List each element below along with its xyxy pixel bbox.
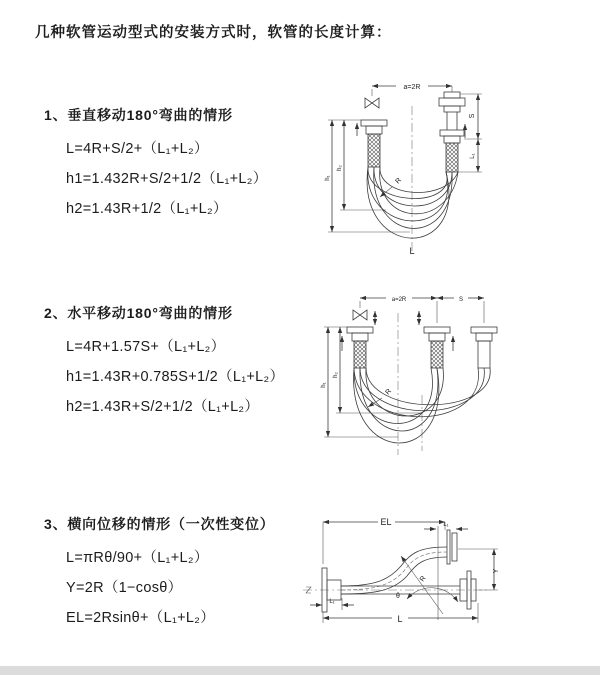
diagram-lateral-displacement	[295, 502, 595, 652]
dim-label-r: R	[384, 387, 393, 397]
hose-u-curves-position2	[354, 368, 490, 417]
section-1-formula-h1: h1=1.432R+S/2+1/2（L₁+L₂）	[66, 171, 268, 187]
top-right-flange	[447, 530, 457, 564]
dim-label-r: R	[418, 574, 428, 584]
dim-label-h2: h₂	[337, 165, 343, 171]
section-1-formula-L: L=4R+S/2+（L₁+L₂）	[66, 141, 209, 157]
dim-label-theta: θ	[396, 593, 400, 600]
right-hose-end	[471, 327, 497, 368]
section-3-formula-EL: EL=2Rsinθ+（L₁+L₂）	[66, 610, 216, 626]
dimension-l1-left	[310, 598, 354, 610]
dim-label-l: L	[409, 246, 415, 256]
middle-hose-end	[424, 327, 453, 368]
section-1-heading: 1、垂直移动180°弯曲的情形	[44, 107, 233, 123]
valve-icon	[365, 98, 379, 108]
dim-label-y: Y	[493, 568, 500, 574]
dim-label-l1-left: L₁	[329, 599, 335, 605]
dimension-y	[458, 549, 500, 590]
small-dimension-marks	[375, 311, 419, 325]
dim-label-s: S	[469, 113, 476, 119]
hose-u-curves	[367, 167, 458, 238]
diagram-vertical-180-bend	[312, 70, 592, 262]
section-3-heading: 3、横向位移的情形（一次性变位）	[44, 516, 275, 532]
section-2-heading: 2、水平移动180°弯曲的情形	[44, 305, 233, 321]
left-hose-end	[357, 120, 387, 167]
dimension-a2r-s	[360, 297, 484, 323]
section-2-formula-h2: h2=1.43R+S/2+1/2（L₁+L₂）	[66, 399, 260, 415]
dim-label-el: EL	[380, 517, 392, 527]
dim-label-h2: h₂	[333, 372, 339, 378]
dimension-l1-top	[424, 522, 468, 529]
dimension-l	[323, 603, 478, 624]
left-hose-end	[342, 327, 373, 368]
dimension-h1-h2	[321, 327, 422, 437]
dim-label-a2r: a=2R	[403, 84, 421, 91]
valve-icon	[353, 310, 367, 320]
section-2-formula-L: L=4R+1.57S+（L₁+L₂）	[66, 339, 226, 355]
angle-callout	[396, 556, 458, 614]
dim-label-a2r: a=2R	[391, 297, 407, 303]
section-2-formula-h1: h1=1.43R+0.785S+1/2（L₁+L₂）	[66, 369, 285, 385]
section-1-formula-h2: h2=1.43R+1/2（L₁+L₂）	[66, 201, 228, 217]
dim-label-l: L	[397, 614, 403, 624]
right-pipe-end	[439, 92, 465, 172]
dim-label-l1: L₁	[470, 153, 476, 159]
dimension-el	[323, 517, 445, 564]
dimension-a2r	[372, 84, 452, 96]
hose-u-curves-position1	[354, 368, 444, 443]
section-3-formula-Y: Y=2R（1−cosθ）	[66, 580, 183, 596]
dim-label-r: R	[394, 176, 403, 186]
diagram-horizontal-180-bend	[312, 283, 592, 463]
page-title: 几种软管运动型式的安装方式时，软管的长度计算：	[35, 25, 392, 41]
scan-edge-artifact	[0, 666, 600, 675]
dim-label-h1: h₁	[325, 175, 331, 181]
dim-label-l1-top: L₁	[443, 522, 449, 528]
dim-label-h1: h₁	[321, 382, 327, 388]
section-3-formula-L: L=πRθ/90+（L₁+L₂）	[66, 550, 209, 566]
hose-s-curve	[341, 547, 447, 594]
dim-label-s: S	[458, 297, 464, 303]
